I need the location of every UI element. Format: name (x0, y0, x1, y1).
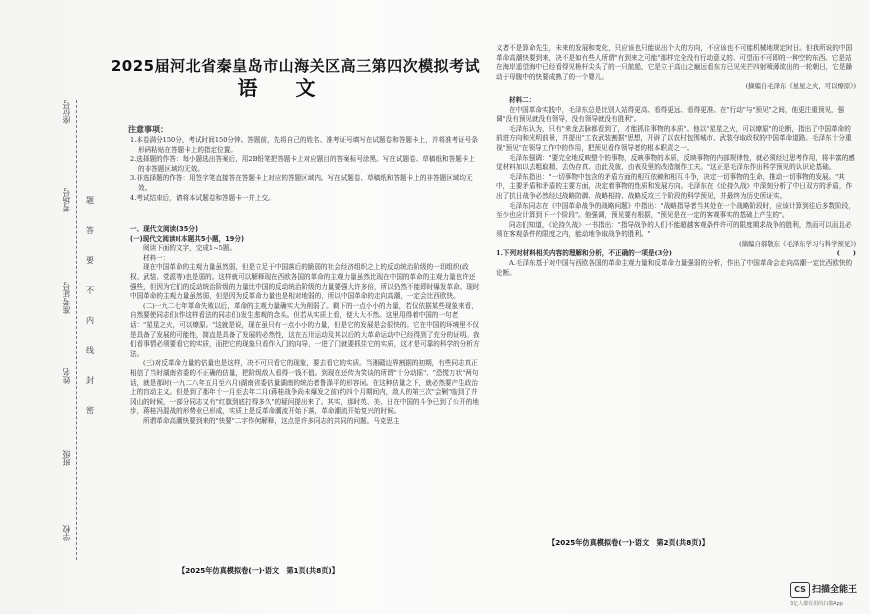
passage-paragraph: 同志们知道，《论持久战》一书指出："指导战争的人们不能超越客观条件许可的限度期求战争的胜利，然而可以而且必须在客观条件的限度之内，能动地争取战争的胜利。" (496, 220, 852, 239)
question-one (496, 249, 856, 259)
seal-char: 线 (86, 346, 94, 355)
answer-bracket: ( ) (836, 249, 856, 258)
section-title: 一、现代文阅读(35分) (130, 225, 198, 233)
label-name: 姓名 (62, 368, 71, 384)
source-citation: (摘编自郝敬东《毛泽东学习与科学预见》) (739, 239, 856, 248)
option-a: A.毛泽东基于对中国与西欧各国的革命主观力量和反革命力量强弱的分析，作出了中国革命会走向高潮一定比西欧快的论断。 (496, 259, 853, 277)
passage-paragraph: 义者不是算命先生，未来的发展和变化，只应该也只能说出个大的方向，不应该也不可能机械地规定时日。但我所说的中国革命高潮快要到来，决不是如有些人所谓"有到来之可能"那样完全没有行动意义的、可望而不可即的一种空的东西。它是站在海岸遥望海中已经看得见桅杆尖头了的一只航船，它是立于高山之巅远看东方已见光芒四射喷薄欲出的一轮朝日，它是躁动于母腹中的快要成熟了的一个婴儿。 (496, 44, 853, 81)
seal-char: 答 (86, 226, 94, 235)
seal-char: 题 (86, 196, 94, 205)
passage-paragraph: 毛泽东指出："一切事物中包含的矛盾方面的相互依赖和相互斗争，决定一切事物的生命，推动一切事物的发展。"其中，主要矛盾和矛盾的主要方面，决定着事物的性质和发展方向。毛泽东在《论持久战》中深刻分析了中日双方的矛盾，作出了抗日战争必然经过战略防御、战略相持、战略反攻三个阶段的科学预见，并最终为历史所证实。 (496, 172, 853, 200)
passage-paragraph: (三)对反革命力量的估量也是这样，决不可只看它的现象，要去看它的实质。当湘赣边界割据的初期，有些同志真正相信了当时湖南省委的不正确的估量，把阶级敌人看得一钱不值。到现在还传为笑谈的所谓"十分动摇"、"恐慌万状"两句话，就是那时(一九二八年五月至六月)湖南省委估量湖南的统治者鲁涤平的形容词。在这种估量之下，就必然要产生政治上的盲动主义。但是到了那年十一月至去年二月(蒋桂战争尚未爆发之前)约四个月期间内，敌人的第三次"会剿"临到了井冈山的时候，一部分同志又有"红旗到底打得多久"的疑问提出来了。其实，那时英、美、日在中国的斗争已到了公开的地步，蒋桂冯混战的形势业已形成，实质上是反革命潮流开始下落，革命潮流开始复兴的时候。 (130, 359, 479, 416)
notice-list (130, 136, 480, 203)
passage-paragraph: 毛泽东同志在《中国革命战争的战略问题》中指出："战略指导者当其处在一个战略阶段时，应该计算到往后多数阶段，至少也应计算到下一个阶段"。他强调，预见要有根据，"预见是在一定的客观事实的基础上产生的"。 (496, 201, 855, 220)
notice-item: 2.选择题的作答：每小题选出答案后，用2B铅笔把答题卡上对应题目的答案标号涂黑。写在试题卷、草稿纸和答题卡上的非答题区域均无效。 (130, 155, 476, 173)
notice-item: 4.考试结束后，请将本试题卷和答题卡一并上交。 (130, 193, 275, 202)
subsection-title: (一)现代文阅读Ⅰ(本题共5小题，19分) (130, 234, 244, 243)
page-footer-right: 【2025年仿真模拟卷(一)·语文 第2页(共8页)】 (548, 538, 709, 547)
reading-section (130, 225, 480, 426)
passage-paragraph: 在中国革命实践中，毛泽东总是比别人站得更高、看得更远、看得更准。在"行动"与"预见"之间，他更注重预见，强调"没有预见就没有领导，没有领导就没有胜利"。 (496, 105, 845, 124)
material-two-label: 材料二： (509, 95, 536, 104)
label-class: 班级 (62, 450, 71, 466)
label-exam-room: 考场号 (62, 188, 71, 212)
instruction-text: 阅读下面的文字，完成1~5题。 (143, 244, 237, 253)
page-footer-left: 【2025年仿真模拟卷(一)·语文 第1页(共8页)】 (178, 566, 339, 575)
seal-char: 内 (86, 316, 94, 325)
watermark-tagline: 3亿人都在用的扫描App (790, 601, 843, 607)
passage-paragraph: 现在中国革命的主观力量虽然弱，但是立足于中国落后的脆弱的社会经济组织之上的反动统治阶级的一切组织(政权、武装、党派等)也是弱的。这样就可以解释现在西欧各国的革命的主观力量虽然比现在中国的革命的主观力量也许还强些，但因为它们的反动统治阶级的力量比中国的反动统治阶级的力量要强大许多倍，所以仍然不能即时爆发革命。现时中国革命的主观力量虽然弱，但是因为反革命力量也是相对地弱的，所以中国革命的走向高潮，一定会比西欧快。 (130, 263, 480, 301)
question-one-text: 1.下列对材料相关内容的理解和分析，不正确的一项是(3分) (496, 249, 672, 258)
label-school: 学校 (62, 525, 71, 541)
seal-char: 封 (86, 376, 94, 385)
seal-char: 不 (86, 286, 94, 295)
exam-title: 2025届河北省秦皇岛市山海关区高三第四次模拟考试 (110, 57, 481, 75)
notice-heading: 注意事项： (128, 125, 168, 134)
notice-item: 1.本卷满分150分，考试时间150分钟。答题前，先将自己的姓名、准考证号填写在试题卷和答题卡上，并将准考证号条形码粘贴在答题卡上的指定位置。 (130, 136, 478, 154)
passage-continued (496, 44, 856, 278)
source-citation: (摘编自毛泽东《星星之火，可以燎原》) (745, 82, 856, 91)
watermark-name: 扫描全能王 (812, 585, 858, 595)
passage-paragraph: 所谓革命高潮快要到来的"快要"二字作何解释，这点是许多同志的共同的问题。马克思主 (143, 416, 400, 425)
passage-paragraph: 毛泽东认为，只有"来龙去脉都看到了，才能抓住事物的本质"。他以"星星之火，可以燎原"的论断，指出了中国革命的前进方向和光明前景，并提出"工农武装割据"思想，开辟了以农村包围城市、武装夺取政权的中国革命道路。毛泽东十分重视"预见"在领导工作中的作用，把预见看作领导者的根本职责之一。 (496, 124, 852, 152)
label-ticket-number: 准考证号 (62, 282, 71, 314)
label-seat-number: 座位号 (62, 100, 71, 124)
passage-paragraph: 毛泽东强调："要完全地反映整个的事物，反映事物的本质，反映事物的内部规律性，就必须经过思考作用，将丰富的感觉材料加以去粗取精、去伪存真、由此及彼、由表及里的改造制作工夫。"这正是毛泽东作出科学预见的认识论基础。 (496, 153, 855, 172)
cs-logo-icon: CS (790, 582, 810, 598)
material-one-label: 材料一： (143, 253, 170, 262)
binding-margin (62, 100, 102, 570)
passage-paragraph: (二)一九二七年革命失败以后，革命的主观力量确实大为削弱了。剩下的一点小小的力量，若仅依据某些现象来看，自然要使同志们(作这样看法的同志们)发生悲观的念头。但若从实质上看，便大大不然。这里用得着中国的一句老话："星星之火，可以燎原。"这就是说，现在虽只有一点小小的力量，但是它的发展是会很快的。它在中国的环境里不仅是具备了发展的可能性，简直是具备了发展的必然性，这在五卅运动及其以后的大革命运动中已经得到了充分的证明。我们看事情必须要看它的实质，而把它的现象只看作入门的向导，一进了门就要抓住它的实质，这才是可靠的科学的分析方法。 (130, 301, 480, 358)
seal-line (76, 100, 77, 560)
scanner-watermark (790, 578, 870, 614)
notice-item: 3.非选择题的作答：用签字笔直接答在答题卡上对应的答题区域内。写在试题卷、草稿纸和答题卡上的非答题区域均无效。 (130, 174, 473, 192)
seal-char: 要 (86, 256, 94, 265)
seal-char: 密 (86, 406, 94, 415)
exam-subject: 语文 (237, 76, 354, 100)
